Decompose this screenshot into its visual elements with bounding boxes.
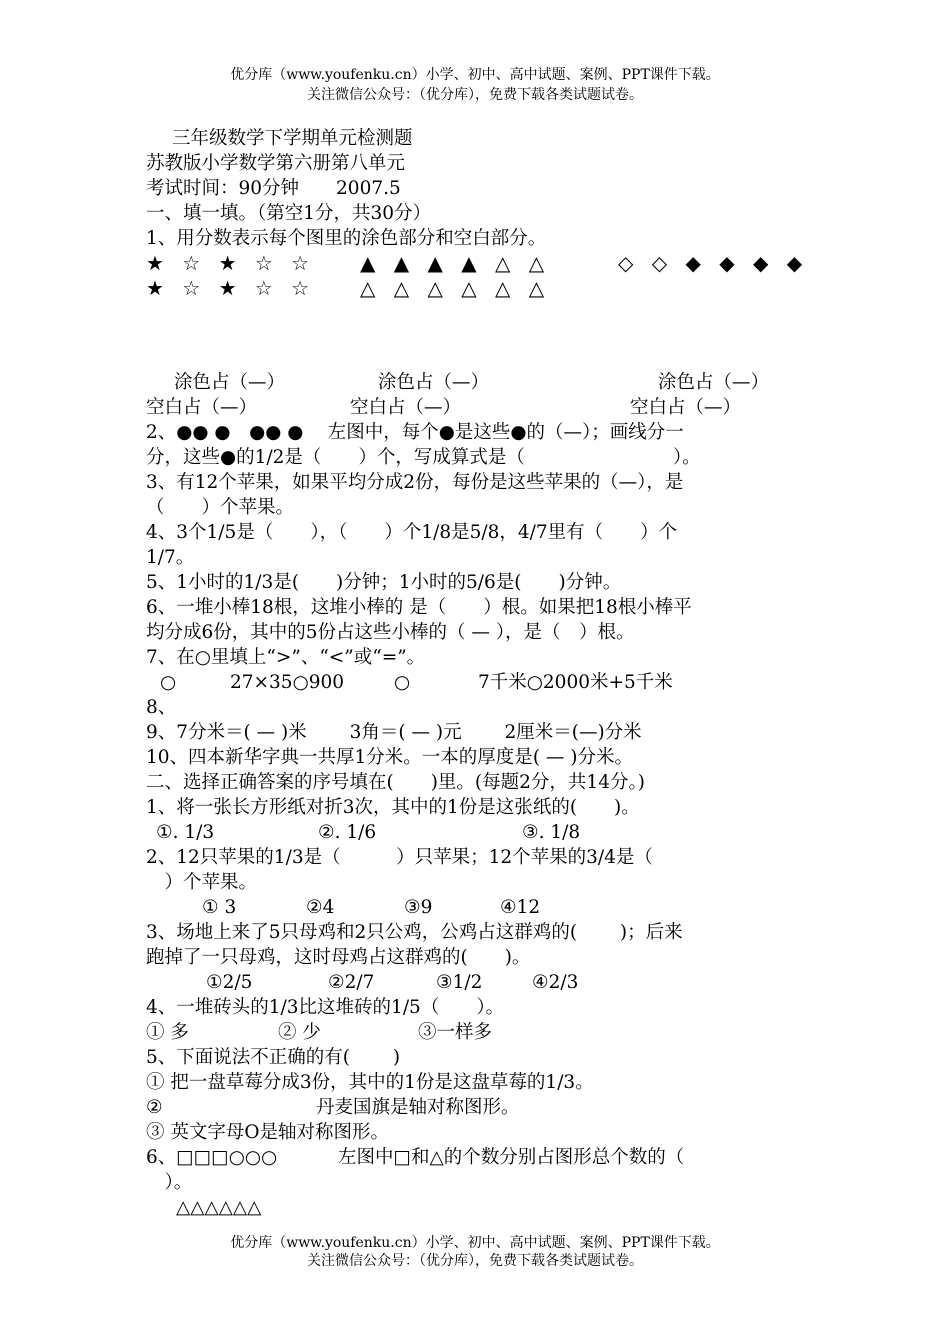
q8: 8、 <box>146 697 177 718</box>
header-line-1: 优分库（www.youfenku.cn）小学、初中、高中试题、案例、PPT课件下载。 <box>230 67 720 83</box>
shaded-fraction-2: 涂色占（—） <box>378 372 490 393</box>
q7-compare-d: 7千米○2000米+5千米 <box>478 672 673 693</box>
section1-heading: 一、填一填。（第空1分，共30分） <box>146 203 432 224</box>
diamonds-row: ◇ ◇ ◆ ◆ ◆ ◆ <box>618 251 809 275</box>
exam-time: 考试时间：90分钟 2007.5 <box>146 178 401 199</box>
s2-q3-option-d: ④2/3 <box>532 972 579 993</box>
s2-q1-option-c: ③. 1/8 <box>522 822 581 843</box>
s2-q4-text: 4、一堆砖头的1/3比这堆砖的1/5（ ）。 <box>146 997 505 1018</box>
blank-fraction-2: 空白占（—） <box>350 397 462 418</box>
s2-q5-text: 5、下面说法不正确的有( ) <box>146 1047 401 1068</box>
blank-fraction-1: 空白占（—） <box>146 397 258 418</box>
q6-line-1: 6、一堆小棒18根，这堆小棒的 是（ ）根。如果把18根小棒平 <box>146 597 692 618</box>
q3-line-1: 3、有12个苹果，如果平均分成2份，每份是这些苹果的（—），是 <box>146 472 684 493</box>
q4-line-1: 4、3个1/5是（ ），（ ）个1/8是5/8，4/7里有（ ）个 <box>146 522 678 543</box>
s2-q6-text: 左图中□和△的个数分别占图形总个数的（ <box>338 1147 685 1168</box>
s2-q2-option-c: ③9 <box>404 897 433 918</box>
s2-q6-triangles: △△△△△△ <box>176 1197 262 1218</box>
q7-compare-c: ○ <box>394 672 411 693</box>
footer-line-2: 关注微信公众号：（优分库），免费下载各类试题试卷。 <box>307 1253 643 1269</box>
footer-line-1: 优分库（www.youfenku.cn）小学、初中、高中试题、案例、PPT课件下载。 <box>230 1235 720 1251</box>
s2-q1-text: 1、将一张长方形纸对折3次，其中的1份是这张纸的( )。 <box>146 797 640 818</box>
q5: 5、1小时的1/3是( )分钟；1小时的5/6是( )分钟。 <box>146 572 622 593</box>
s2-q5-option-b-number: ② <box>146 1097 163 1118</box>
s2-q6-shapes: 6、□□□○○○ <box>146 1147 278 1168</box>
exam-subtitle: 苏教版小学数学第六册第八单元 <box>146 153 406 174</box>
s2-q5-option-b-text: 丹麦国旗是轴对称图形。 <box>316 1097 520 1118</box>
section2-heading: 二、选择正确答案的序号填在( )里。(每题2分，共14分。) <box>146 772 645 793</box>
q4-line-2: 1/7。 <box>146 547 195 568</box>
s2-q2-option-a: ① 3 <box>202 897 237 918</box>
q2-line-1: 2、●● ● ●● ● 左图中，每个●是这些●的（—）；画线分一 <box>146 422 684 443</box>
shaded-fraction-3: 涂色占（—） <box>658 372 770 393</box>
q10: 10、四本新华字典一共厚1分米。一本的厚度是( — )分米。 <box>146 747 634 768</box>
triangles-row-2: △ △ △ △ △ △ <box>360 276 551 300</box>
s2-q1-option-a: ①. 1/3 <box>156 822 215 843</box>
s2-q3-option-b: ②2/7 <box>328 972 375 993</box>
s2-q2-line-1: 2、12只苹果的1/3是（ ）只苹果；12个苹果的3/4是（ <box>146 847 653 868</box>
q9: 9、7分米＝( — )米 3角＝( — )元 2厘米＝(—)分米 <box>146 722 642 743</box>
blank-fraction-3: 空白占（—） <box>630 397 742 418</box>
q6-line-2: 均分成6份，其中的5份占这些小棒的（ — ），是（ ）根。 <box>146 622 635 643</box>
q1-text: 1、用分数表示每个图里的涂色部分和空白部分。 <box>146 228 547 249</box>
exam-title: 三年级数学下学期单元检测题 <box>172 128 413 149</box>
s2-q3-line-1: 3、场地上来了5只母鸡和2只公鸡，公鸡占这群鸡的( )；后来 <box>146 922 683 943</box>
q7-compare-a: ○ <box>160 672 177 693</box>
s2-q2-option-b: ②4 <box>306 897 335 918</box>
s2-q4-option-a: ① 多 <box>146 1022 189 1043</box>
s2-q5-option-c: ③ 英文字母O是轴对称图形。 <box>146 1122 390 1143</box>
s2-q2-option-d: ④12 <box>500 897 541 918</box>
stars-row-1: ★ ☆ ★ ☆ ☆ <box>146 251 316 275</box>
shaded-fraction-1: 涂色占（—） <box>174 372 286 393</box>
q7-compare-b: 27×35○900 <box>230 672 345 693</box>
q7-line-1: 7、在○里填上“>”、“<”或“=”。 <box>146 647 426 668</box>
s2-q5-option-a: ① 把一盘草莓分成3份，其中的1份是这盘草莓的1/3。 <box>146 1072 594 1093</box>
s2-q1-option-b: ②. 1/6 <box>318 822 377 843</box>
s2-q4-option-b: ② 少 <box>278 1022 321 1043</box>
s2-q3-option-c: ③1/2 <box>436 972 483 993</box>
q2-line-2: 分，这些●的1/2是（ ）个，写成算式是（ ）。 <box>146 447 701 468</box>
header-line-2: 关注微信公众号：（优分库），免费下载各类试题试卷。 <box>307 87 643 103</box>
s2-q2-line-2: ）个苹果。 <box>146 872 258 893</box>
s2-q6-line-2: ）。 <box>146 1172 193 1193</box>
stars-row-2: ★ ☆ ★ ☆ ☆ <box>146 276 316 300</box>
q3-line-2: （ ）个苹果。 <box>146 497 295 518</box>
s2-q4-option-c: ③一样多 <box>418 1022 493 1043</box>
triangles-row-1: ▲ ▲ ▲ ▲ △ △ <box>360 251 551 275</box>
s2-q3-option-a: ①2/5 <box>206 972 253 993</box>
s2-q3-line-2: 跑掉了一只母鸡，这时母鸡占这群鸡的( )。 <box>146 947 531 968</box>
